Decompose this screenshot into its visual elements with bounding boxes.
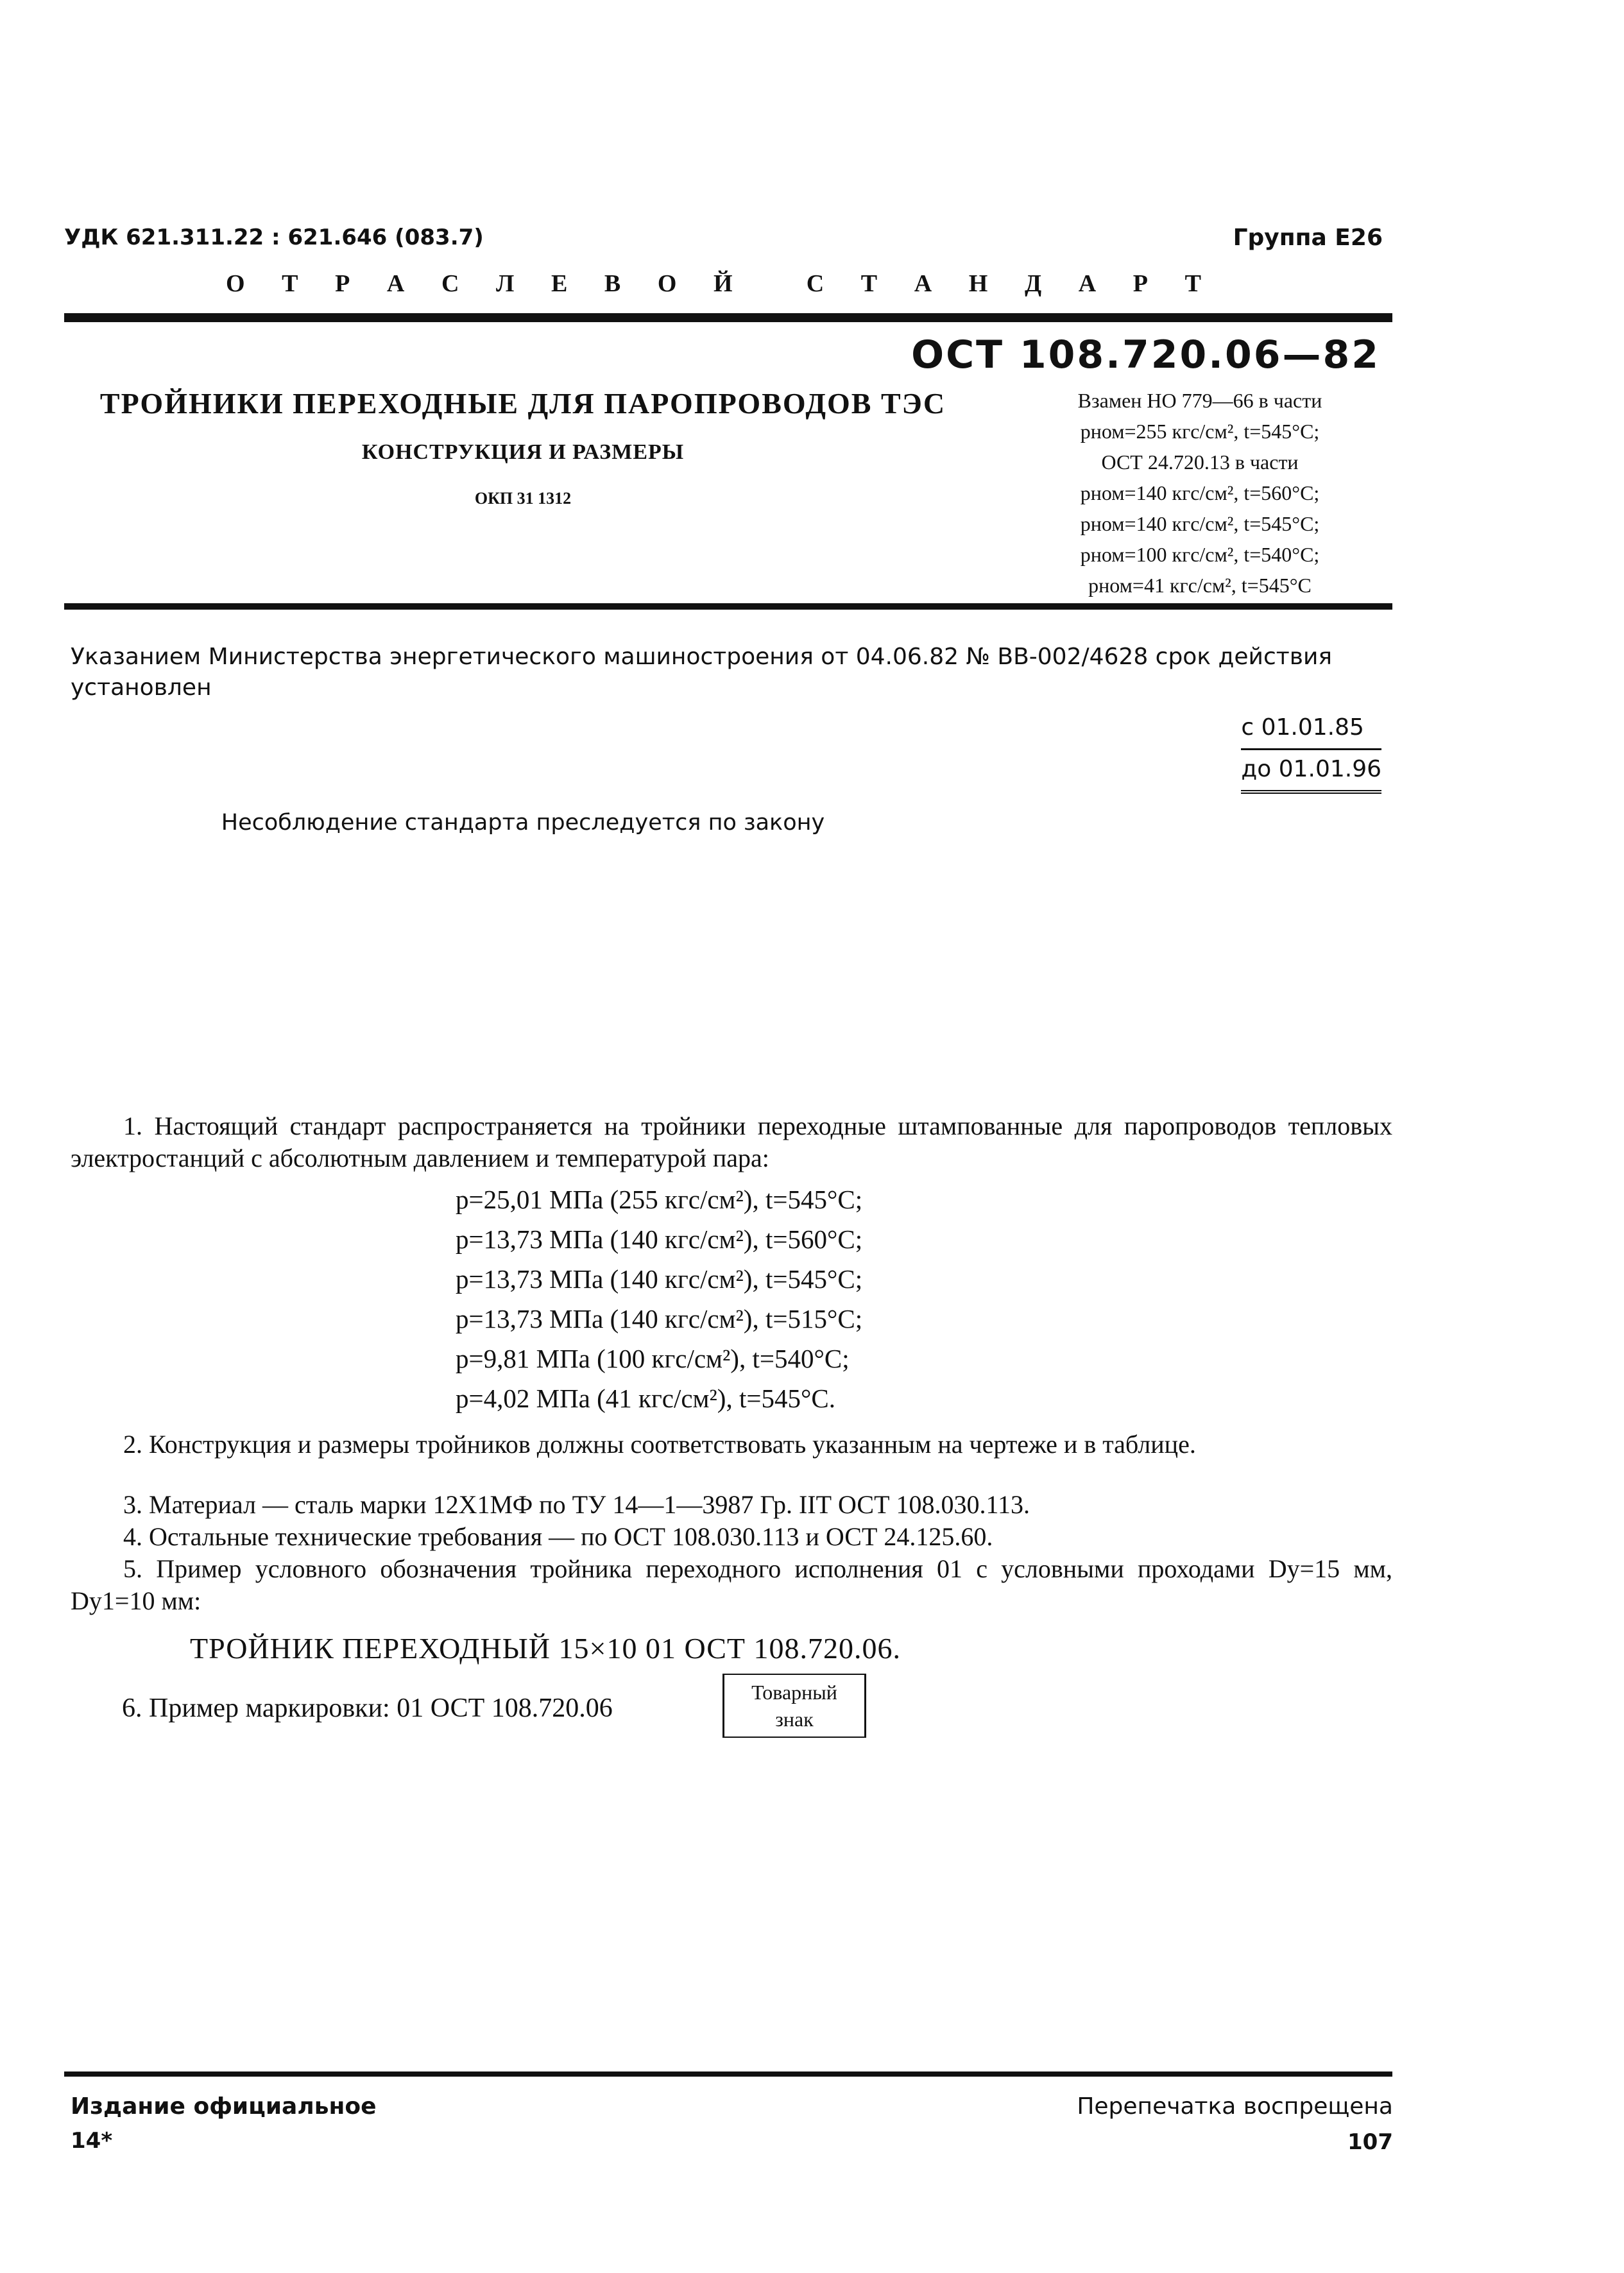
footer-rule	[64, 2071, 1392, 2077]
parameter-line: p=13,73 МПа (140 кгс/см²), t=515°С;	[456, 1304, 863, 1334]
replaces-line: ОСТ 24.720.13 в части	[1101, 450, 1299, 474]
marking-example: 6. Пример маркировки: 01 ОСТ 108.720.06	[122, 1694, 613, 1723]
standard-type-letter: С	[441, 270, 459, 297]
valid-to: до 01.01.96	[1241, 750, 1381, 794]
standard-type-letter: А	[1078, 270, 1097, 297]
parameter-line: p=13,73 МПа (140 кгс/см²), t=545°С;	[456, 1264, 863, 1294]
designation-example: ТРОЙНИК ПЕРЕХОДНЫЙ 15×10 01 ОСТ 108.720.06.	[189, 1632, 902, 1665]
standard-type-letter: Т	[282, 270, 298, 297]
paragraph-2: 2. Конструкция и размеры тройников должны соответствовать указанным на чертеже и в таблице.	[123, 1430, 1196, 1459]
paragraph-1: 1. Настоящий стандарт распространяется на тройники переходные штампованные для паропроводов тепловых электростанций с абсолютным давлением и температурой пара:	[71, 1111, 1392, 1172]
approval-text: Указанием Министерства энергетического машиностроения от 04.06.82 № ВВ-002/4628 срок действия установлен	[71, 644, 1332, 701]
standard-type-letter: Й	[714, 270, 733, 297]
paragraph-4: 4. Остальные технические требования — по ОСТ 108.030.113 и ОСТ 24.125.60.	[123, 1522, 993, 1551]
sheet-mark: 14*	[71, 2128, 113, 2154]
edition-label: Издание официальное	[71, 2093, 377, 2120]
validity-dates	[1241, 708, 1381, 794]
replaces-line: Взамен НО 779—66 в части	[1077, 389, 1322, 412]
parameter-line: p=9,81 МПа (100 кгс/см²), t=540°С;	[456, 1344, 850, 1373]
replaces-line: pном=140 кгс/см², t=545°С;	[1080, 512, 1320, 535]
paragraph-5: 5. Пример условного обозначения тройника переходного исполнения 01 с условными проходами Dу=15 мм, Dу1=10 мм:	[71, 1554, 1392, 1615]
standard-type-header	[226, 270, 1201, 298]
standard-type-letter: Т	[1184, 270, 1201, 297]
document-number: ОСТ 108.720.06—82	[911, 332, 1380, 377]
header-rule	[64, 313, 1392, 322]
trademark-label: знак	[775, 1708, 814, 1731]
trademark-box	[722, 1674, 866, 1738]
parameter-line: p=13,73 МПа (140 кгс/см²), t=560°С;	[456, 1224, 863, 1254]
standard-type-letter: Л	[496, 270, 515, 297]
okp-code: ОКП 31 1312	[474, 489, 572, 508]
replaces-line: pном=100 кгс/см², t=540°С;	[1080, 543, 1320, 566]
standard-type-letter: Т	[860, 270, 878, 297]
standard-type-letter: Р	[335, 270, 350, 297]
reprint-notice: Перепечатка воспрещена	[1077, 2093, 1393, 2120]
replaces-line: pном=255 кгс/см², t=545°С;	[1080, 420, 1320, 443]
legal-notice: Несоблюдение стандарта преследуется по закону	[221, 810, 825, 836]
document-subtitle: КОНСТРУКЦИЯ И РАЗМЕРЫ	[361, 440, 685, 464]
standard-type-letter: Р	[1133, 270, 1148, 297]
standard-type-letter: А	[386, 270, 405, 297]
valid-from: с 01.01.85	[1241, 708, 1381, 750]
replaces-block	[988, 385, 1412, 601]
standard-type-letter: Д	[1024, 270, 1042, 297]
standard-type-letter: Н	[968, 270, 988, 297]
page-number: 107	[1347, 2129, 1393, 2155]
standard-type-letter: О	[657, 270, 677, 297]
standard-type-letter: В	[604, 270, 621, 297]
parameter-line: p=25,01 МПа (255 кгс/см²), t=545°С;	[456, 1185, 863, 1214]
document-title: ТРОЙНИКИ ПЕРЕХОДНЫЕ ДЛЯ ПАРОПРОВОДОВ ТЭС	[99, 387, 946, 420]
standard-type-letter: О	[226, 270, 245, 297]
udk-code: УДК 621.311.22 : 621.646 (083.7)	[64, 225, 484, 250]
standard-type-letter: А	[914, 270, 932, 297]
steam-parameters-list	[456, 1179, 862, 1418]
group-code: Группа Е26	[1233, 225, 1383, 251]
standard-type-letter: Е	[551, 270, 568, 297]
replaces-line: pном=140 кгс/см², t=560°С;	[1080, 481, 1320, 504]
replaces-line: pном=41 кгс/см², t=545°С	[1088, 574, 1312, 597]
trademark-label: Товарный	[751, 1681, 837, 1704]
standard-type-letter: С	[806, 270, 825, 297]
title-block-rule	[64, 603, 1392, 610]
paragraph-3: 3. Материал — сталь марки 12Х1МФ по ТУ 14—1—3987 Гр. IIТ ОСТ 108.030.113.	[123, 1490, 1030, 1519]
parameter-line: p=4,02 МПа (41 кгс/см²), t=545°С.	[456, 1384, 835, 1413]
